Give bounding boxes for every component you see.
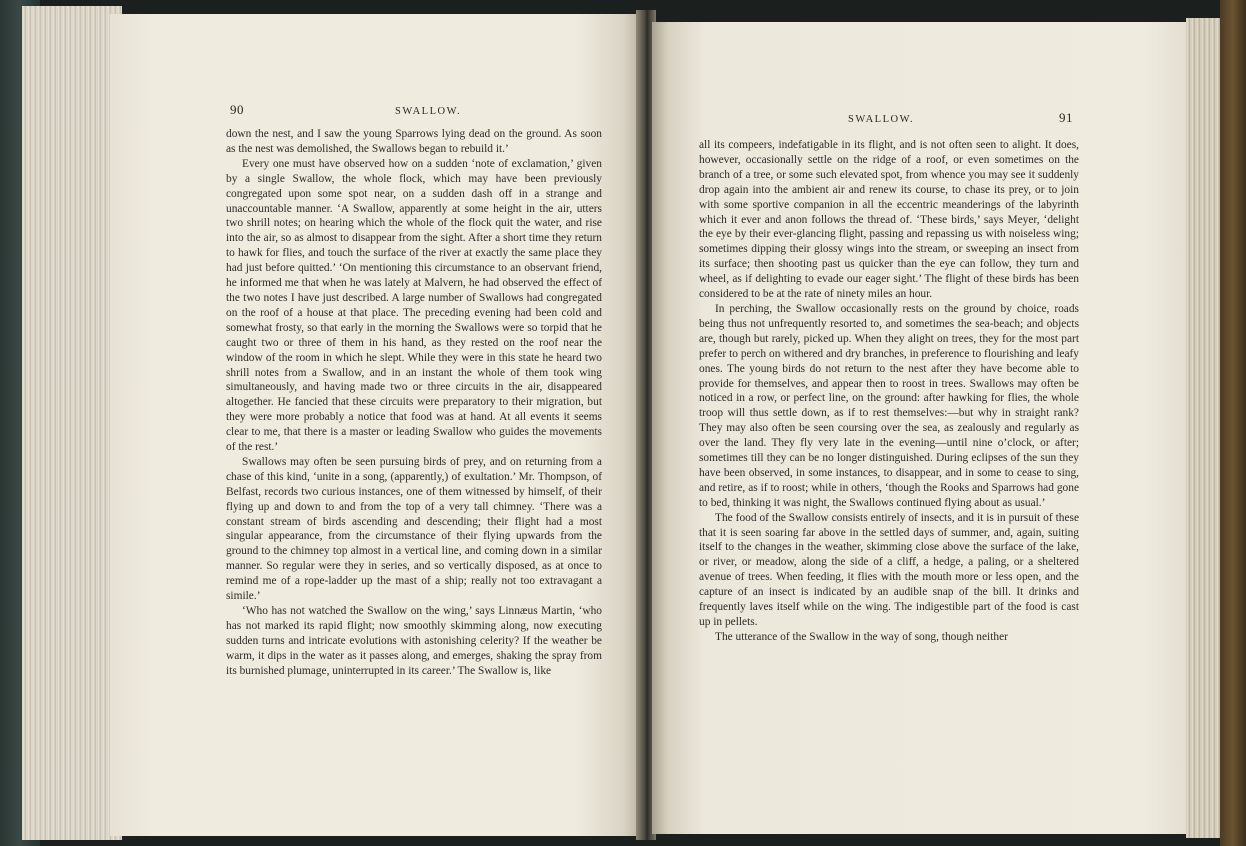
paragraph: The food of the Swallow consists entirely of insects, and it is in pursuit of these that it is seen soaring far above in the settled days of summer, and, again, suiting itself to the changes in the weather, skimming close above the surface of the lake, or river, or meadow, along the side of a cliff, a hedge, a paling, or a sheltered avenue of trees. When feeding, it flies with the mouth more or less open, and the capture of an insect is indicated by an audible snap of the bill. It drinks and frequently laves itself while on the wing. The indigestible part of the food is cast up in pellets.: [699, 511, 1079, 628]
left-page-text: [226, 127, 602, 679]
paragraph: ‘Who has not watched the Swallow on the wing,’ says Linnæus Martin, ‘who has not marked its rapid flight; now smoothly skimming along, now executing sudden turns and intricate evolutions with astonishing celerity? If the weather be warm, it dips in the water as it passes along, and emerges, shaking the spray from its burnished plumage, uninterrupted in its career.’ The Swallow is, like: [226, 605, 602, 677]
right-page-number: 91: [1059, 110, 1073, 125]
paragraph: In perching, the Swallow occasionally rests on the ground by choice, roads being thus not unfrequently resorted to, and sometimes the sea-beach; and objects are, though but rarely, picked up. When they alight on trees, they for the most part prefer to perch on withered and dry branches, in preference to flourishing and leafy ones. The young birds do not return to the nest after they have become able to provide for themselves, and appear then to roost in trees. Swallows may often be noticed in a row, or perfect line, on the ground: after hawking for flies, the whole troop will thus settle down, as if to rest themselves:—but why in straight rank? They may also often be seen coursing over the sea, as zealously and regularly as over the land. They fly very late in the evening—until nine o’clock, or after; sometimes till they can be no longer distinguished. During eclipses of the sun they have been observed, in some instances, to disappear, and in some to cease to sing, and retire, as if to roost; while in others, ‘though the Rooks and Sparrows had gone to bed, thinking it was night, the Swallows continued flying about as usual.’: [699, 302, 1079, 509]
paragraph: The utterance of the Swallow in the way of song, though neither: [715, 630, 1008, 643]
left-page-number: 90: [230, 102, 244, 117]
paragraph: down the nest, and I saw the young Sparrows lying dead on the ground. As soon as the nest was demolished, the Swallows began to rebuild it.’: [226, 128, 602, 155]
left-running-head: SWALLOW.: [395, 106, 462, 117]
left-page-edges: [22, 6, 122, 840]
left-page: [110, 14, 640, 836]
right-page: [652, 22, 1188, 834]
right-running-head: SWALLOW.: [848, 114, 915, 125]
paragraph: Swallows may often be seen pursuing birds of prey, and on returning from a chase of this kind, ‘unite in a song, (apparently,) of exultation.’ Mr. Thompson, of Belfast, records two curious instances, one of them witnessed by himself, of their flying up and down to and from the top of a very tall chimney. ‘There was a constant stream of birds ascending and descending; their flight had a most singular appearance, from the circumstance of their flying upwards from the ground to the chimney top almost in a vertical line, and coming down in a similar manner. So regular were they in series, and so vertically disposed, as at once to remind me of a rope-ladder up the mast of a ship; really not too extravagant a simile.’: [226, 455, 602, 603]
paragraph: Every one must have observed how on a sudden ‘note of exclamation,’ given by a single Swallow, the whole flock, which may have been previously congregated upon some spot near, on a sudden dash off in a strange and unaccountable manner. ‘A Swallow, apparently at some height in the air, utters two shrill notes; on hearing which the whole of the flock quit the water, and rise into the air, so as almost to disappear from the sight. After a short time they return to hawk for flies, and touch the surface of the river at exactly the same place they had just before quitted.’ ‘On mentioning this circumstance to an observant friend, he informed me that when he was lately at Malvern, he had observed the effect of the two notes I have just described. A large number of Swallows had congregated on the roof of a house at that place. The preceding evening had been cold and somewhat frosty, so that early in the morning the Swallows were so torpid that he caught two or three of them in his hand, as they rested on the roof near the window of the room in which he slept. While they were in this state he heard two shrill notes from a Swallow, and in an instant the whole of them took wing simultaneously, and having made two or three circuits in the air, disappeared altogether. He fancied that these circuits were preparatory to their migration, but they were more probably a notice that food was at hand. At all events it seems clear to me, that there is a master or leading Swallow who guides the movements of the rest.’: [226, 157, 602, 454]
right-cover: [1220, 0, 1246, 846]
right-page-text: [699, 138, 1079, 645]
right-page-edges: [1186, 18, 1222, 838]
paragraph: all its compeers, indefatigable in its flight, and is not often seen to alight. It does, however, occasionally settle on the ridge of a roof, or even sometimes on the branch of a tree, or some such elevated spot, from whence you may see it suddenly drop again into the ambient air and renew its course, to chase its prey, or to join with some sportive companion in all the eccentric meanderings of the labyrinth which it ever and anon follows the thread of. ‘These birds,’ says Meyer, ‘delight the eye by their ever-glancing flight, passing and repassing us with noiseless wing; sometimes dipping their glossy wings into the stream, or sweeping an insect from its surface; then shooting past us quicker than the eye can follow, they turn and wheel, as if delighting to evade our eager sight.’ The flight of these birds has been considered to be at the rate of ninety miles an hour.: [699, 139, 1079, 301]
